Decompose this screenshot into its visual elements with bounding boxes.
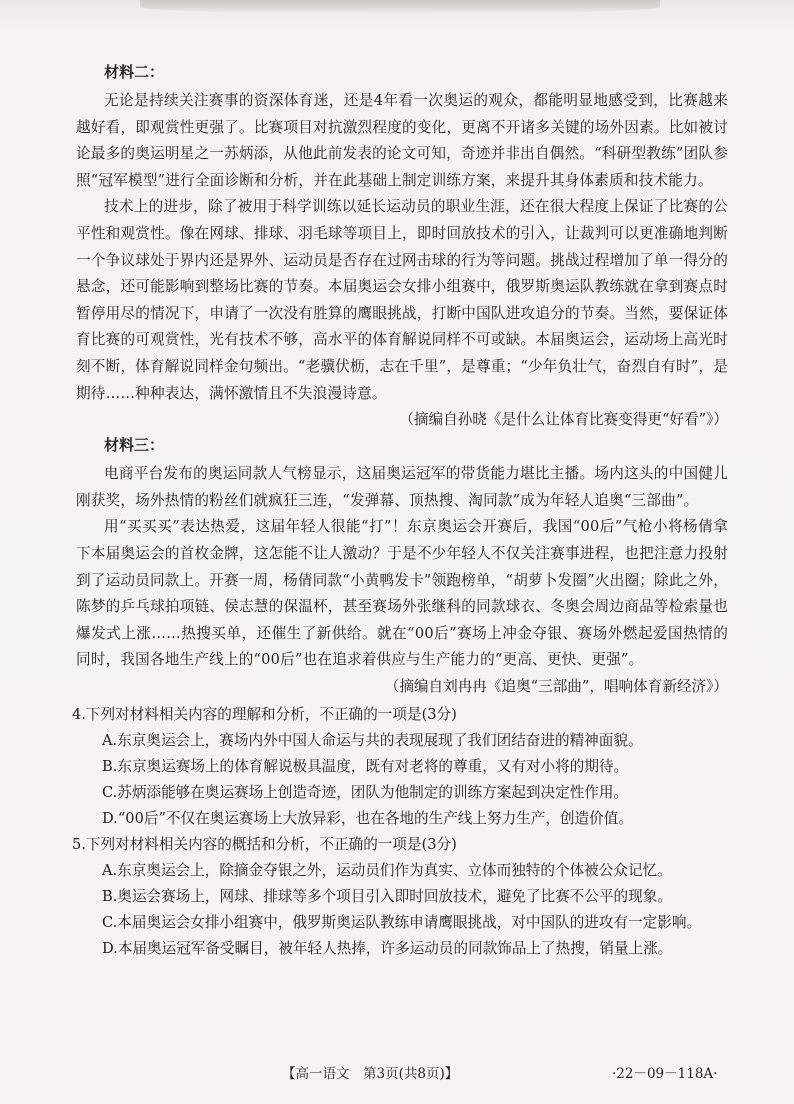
page-content	[72, 62, 728, 962]
question-5-option-c: C.本届奥运会女排小组赛中，俄罗斯奥运队教练申请鹰眼挑战，对中国队的进攻有一定影响。	[102, 913, 702, 931]
question-5-option-a: A.东京奥运会上，除摘金夺银之外，运动员们作为真实、立体而独特的个体被公众记忆。	[102, 861, 672, 879]
question-4	[72, 702, 728, 832]
footer-page-info: 【高一语文 第3页(共8页)】	[282, 1066, 459, 1082]
material2-source: （摘编自孙晓《是什么让体育比赛变得更“好看”》）	[399, 411, 728, 429]
question-4-option-a: A.东京奥运会上，赛场内外中国人命运与共的表现展现了我们团结奋进的精神面貌。	[102, 731, 643, 749]
question-4-option-b: B.东京奥运赛场上的体育解说极具温度，既有对老将的尊重，又有对小将的期待。	[102, 757, 629, 775]
material3-heading: 材料三：	[104, 436, 165, 455]
material3-paragraph-1: 电商平台发布的奥运同款人气榜显示，这届奥运冠军的带货能力堪比主播。场内这头的中国健儿刚获奖，场外热情的粉丝们就疯狂三连，“发弹幕、顶热搜、淘同款”成为年轻人追奥“三部曲”。	[76, 465, 728, 509]
question-5-option-b: B.奥运会赛场上，网球、排球等多个项目引入即时回放技术，避免了比赛不公平的现象。	[102, 887, 672, 905]
question-4-option-c: C.苏炳添能够在奥运赛场上创造奇迹，团队为他制定的训练方案起到决定性作用。	[102, 783, 629, 801]
material3-source: （摘编自刘冉冉《追奥“三部曲”，唱响体育新经济》）	[384, 677, 728, 695]
page-footer	[0, 1062, 794, 1086]
question-4-stem: 4.下列对材料相关内容的理解和分析，不正确的一项是(3分)	[72, 705, 457, 723]
question-5-option-d: D.本届奥运冠军备受瞩目，被年轻人热捧，许多运动员的同款饰品上了热搜，销量上涨。	[102, 939, 673, 957]
material3-paragraph-2: 用“买买买”表达热爱，这届年轻人很能“打”！东京奥运会开赛后，我国“00后”气枪小将杨倩拿下本届奥运会的首枚金牌，这怎能不让人激动？于是不少年轻人不仅关注赛事进程，也把注意力投射到了运动员同款上。开赛一周，杨倩同款“小黄鸭发卡”领跑榜单，“胡萝卜发圈”火出圈；除此之外，陈梦的乒乓球拍项链、侯志慧的保温杯，甚至赛场外张继科的同款球衣、冬奥会周边商品等检索量也爆发式上涨……热搜买单，还催生了新供给。就在“00后”赛场上冲金夺银、赛场外燃起爱国热情的同时，我国各地生产线上的“00后”也在追求着供应与生产能力的“更高、更快、更强”。	[76, 518, 728, 669]
material2-paragraph-2: 技术上的进步，除了被用于科学训练以延长运动员的职业生涯，还在很大程度上保证了比赛的公平性和观赏性。像在网球、排球、羽毛球等项目上，即时回放技术的引入，让裁判可以更准确地判断一个争议球处于界内还是界外、运动员是否存在过网击球的行为等问题。挑战过程增加了单一得分的悬念，还可能影响到整场比赛的节奏。本届奥运会女排小组赛中，俄罗斯奥运队教练就在拿到赛点时暂停用尽的情况下，申请了一次没有胜算的鹰眼挑战，打断中国队进攻追分的节奏。当然，要保证体育比赛的可观赏性，光有技术不够，高水平的体育解说同样不可或缺。本届奥运会，运动场上高光时刻不断，体育解说同样金句频出。“老骥伏枥，志在千里”，是尊重；“少年负壮气，奋烈自有时”，是期待……种种表达，满怀激情且不失浪漫诗意。	[76, 198, 728, 402]
material2-heading: 材料二：	[104, 63, 165, 81]
question-5-stem: 5.下列对材料相关内容的概括和分析，不正确的一项是(3分)	[72, 835, 457, 853]
question-5	[72, 832, 728, 962]
question-4-option-d: D.“00后”不仅在奥运赛场上大放异彩，也在各地的生产线上努力生产，创造价值。	[102, 809, 633, 827]
scan-edge-shadow	[140, 0, 660, 14]
footer-code: ·22－09－118A·	[612, 1066, 718, 1082]
material2-paragraph-1: 无论是持续关注赛事的资深体育迷，还是4年看一次奥运的观众，都能明显地感受到，比赛越来越好看，即观赏性更强了。比赛项目对抗激烈程度的变化，更离不开诸多关键的场外因素。比如被讨论最多的奥运明星之一苏炳添，从他此前发表的论文可知，奇迹并非出自偶然。“科研型教练”团队参照“冠军模型”进行全面诊断和分析，并在此基础上制定训练方案，来提升其身体素质和技术能力。	[76, 92, 728, 189]
